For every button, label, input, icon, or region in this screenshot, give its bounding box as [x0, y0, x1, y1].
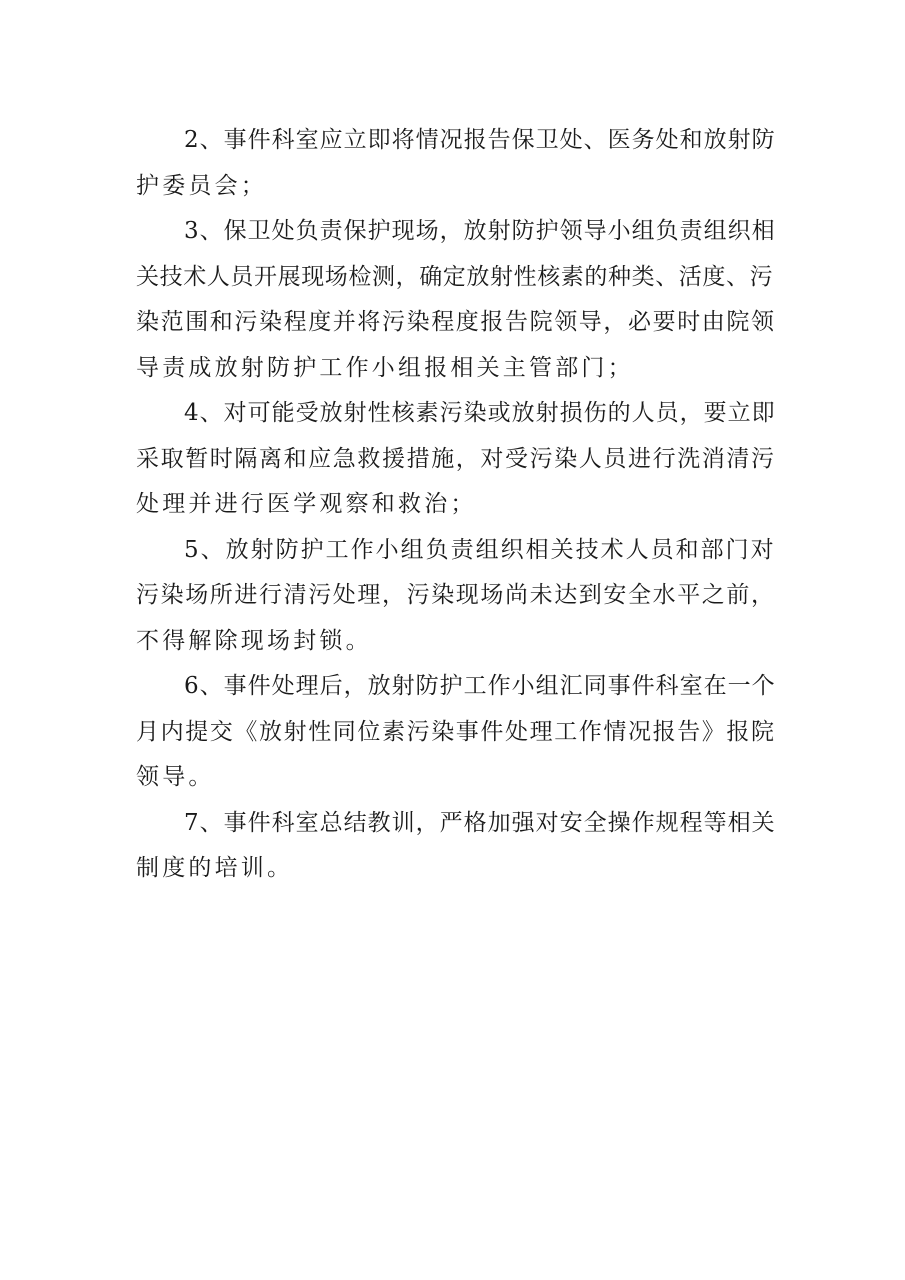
- paragraph-item-5: [136, 528, 776, 665]
- paragraph-line: 月内提交《放射性同位素污染事件处理工作情况报告》报院: [136, 718, 776, 745]
- paragraph-line: 染范围和污染程度并将污染程度报告院领导，必要时由院领: [136, 309, 776, 335]
- paragraph-line: 关技术人员开展现场检测，确定放射性核素的种类、活度、污: [136, 263, 774, 290]
- paragraph-line: 5、放射防护工作小组负责组织相关技术人员和部门对: [184, 536, 776, 563]
- paragraph-item-4: [136, 391, 776, 528]
- paragraph-line: 处理并进行医学观察和救治；: [136, 491, 477, 517]
- paragraph-item-6: [136, 664, 776, 801]
- paragraph-item-2: [136, 118, 776, 209]
- paragraph-line: 领导。: [136, 764, 215, 790]
- document-body: [136, 118, 776, 892]
- paragraph-line: 2、事件科室应立即将情况报告保卫处、医务处和放射防: [184, 127, 776, 153]
- paragraph-line: 采取暂时隔离和应急救援措施，对受污染人员进行洗消清污: [136, 445, 776, 472]
- paragraph-line: 制度的培训。: [136, 855, 294, 881]
- paragraph-line: 护委员会；: [136, 172, 267, 199]
- paragraph-line: 不得解除现场封锁。: [136, 627, 372, 654]
- paragraph-line: 7、事件科室总结教训，严格加强对安全操作规程等相关: [184, 809, 776, 836]
- paragraph-line: 导责成放射防护工作小组报相关主管部门；: [136, 354, 634, 381]
- paragraph-line: 3、保卫处负责保护现场，放射防护领导小组负责组织相: [184, 218, 776, 244]
- paragraph-line: 4、对可能受放射性核素污染或放射损伤的人员，要立即: [184, 400, 776, 426]
- paragraph-line: 6、事件处理后，放射防护工作小组汇同事件科室在一个: [184, 673, 776, 699]
- paragraph-line: 污染场所进行清污处理，污染现场尚未达到安全水平之前，: [136, 582, 776, 608]
- paragraph-item-7: [136, 801, 776, 892]
- paragraph-item-3: [136, 209, 776, 391]
